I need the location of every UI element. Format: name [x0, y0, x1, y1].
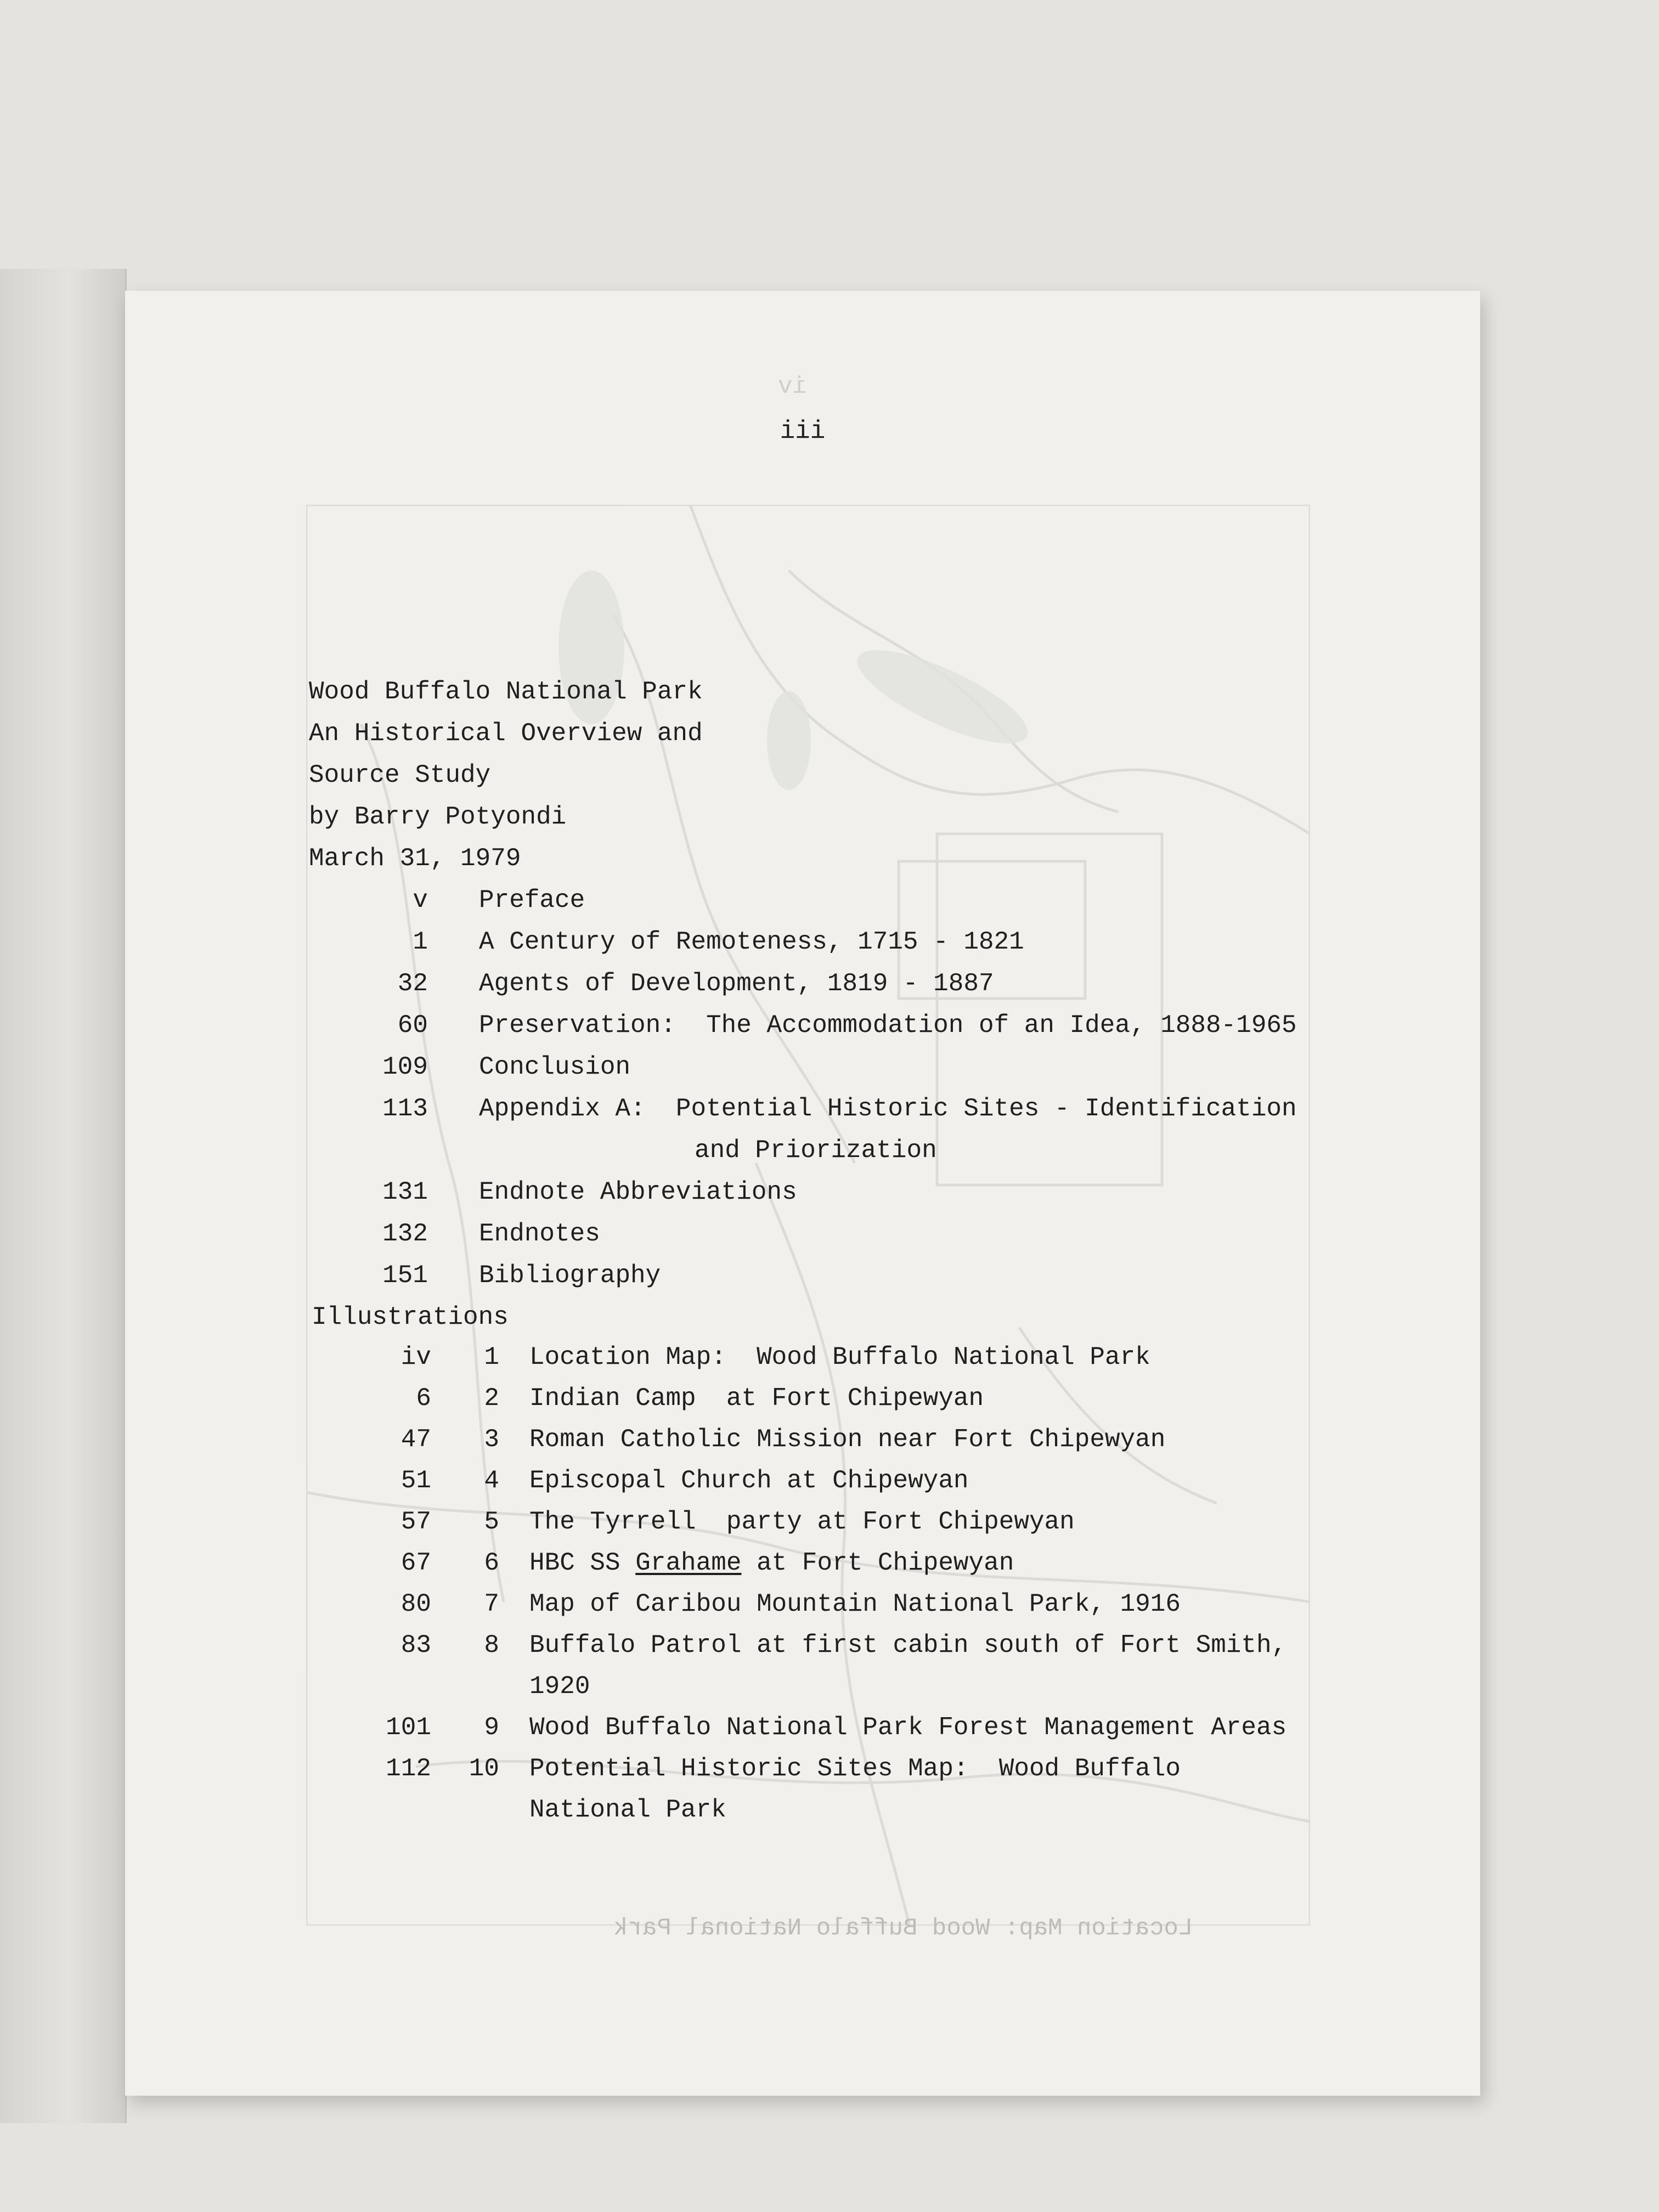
- illustration-title: Roman Catholic Mission near Fort Chipewyan: [529, 1425, 1166, 1454]
- illustration-title: Indian Camp at Fort Chipewyan: [529, 1384, 984, 1413]
- contents-title: Bibliography: [479, 1261, 661, 1290]
- contents-page: 132: [382, 1220, 428, 1248]
- illustration-title-continued: National Park: [529, 1796, 726, 1824]
- title-line-3: Source Study: [309, 761, 491, 789]
- illustration-title: Wood Buffalo National Park Forest Management Areas: [529, 1713, 1287, 1742]
- contents-title: Preface: [479, 886, 585, 915]
- contents-page: 1: [413, 928, 428, 956]
- ship-name-underlined: Grahame: [635, 1549, 742, 1577]
- illustration-page: 6: [416, 1384, 431, 1413]
- contents-page: 151: [382, 1261, 428, 1290]
- show-through-caption: Location Map: Wood Buffalo National Park: [613, 1915, 1193, 1942]
- show-through-map: [306, 505, 1310, 1926]
- illustration-title: Potential Historic Sites Map: Wood Buffalo: [529, 1754, 1181, 1783]
- illustration-number: 3: [484, 1425, 499, 1454]
- contents-title: Preservation: The Accommodation of an Idea, 1888-1965: [479, 1011, 1297, 1040]
- illustration-number: 10: [469, 1754, 499, 1783]
- illustration-page: 80: [400, 1590, 431, 1618]
- illustration-number: 8: [484, 1631, 499, 1660]
- illustration-number: 9: [484, 1713, 499, 1742]
- contents-title: Conclusion: [479, 1053, 631, 1081]
- illustration-title: [529, 1549, 1014, 1577]
- illustration-page: 47: [400, 1425, 431, 1454]
- illustration-title: Location Map: Wood Buffalo National Park: [529, 1343, 1150, 1372]
- illustration-page: 83: [400, 1631, 431, 1660]
- illustration-page: 57: [400, 1508, 431, 1536]
- illustration-number: 7: [484, 1590, 499, 1618]
- illustration-title-continued: 1920: [529, 1672, 590, 1701]
- contents-page: 131: [382, 1178, 428, 1206]
- illustration-title: Map of Caribou Mountain National Park, 1916: [529, 1590, 1181, 1618]
- illustration-number: 6: [484, 1549, 499, 1577]
- title-line-1: Wood Buffalo National Park: [309, 678, 703, 706]
- contents-title: Appendix A: Potential Historic Sites - Identification: [479, 1094, 1297, 1123]
- contents-page: v: [413, 886, 428, 915]
- illustration-title-part: HBC SS: [529, 1549, 636, 1577]
- illustration-page: 67: [400, 1549, 431, 1577]
- contents-title: Endnotes: [479, 1220, 600, 1248]
- contents-title: A Century of Remoteness, 1715 - 1821: [479, 928, 1024, 956]
- contents-title: Endnote Abbreviations: [479, 1178, 797, 1206]
- illustration-title: Buffalo Patrol at first cabin south of Fort Smith,: [529, 1631, 1287, 1660]
- facing-page-edge: [0, 269, 127, 2123]
- author-line: by Barry Potyondi: [309, 803, 567, 831]
- illustration-number: 5: [484, 1508, 499, 1536]
- contents-title-continued: and Priorization: [695, 1136, 937, 1165]
- contents-page: 60: [397, 1011, 428, 1040]
- illustration-page: 51: [400, 1466, 431, 1495]
- illustration-number: 2: [484, 1384, 499, 1413]
- illustration-title-part: at Fort Chipewyan: [741, 1549, 1014, 1577]
- contents-page: 113: [382, 1094, 428, 1123]
- title-line-2: An Historical Overview and: [309, 719, 703, 748]
- illustration-title: Episcopal Church at Chipewyan: [529, 1466, 969, 1495]
- document-page: [125, 291, 1480, 2096]
- illustration-title: The Tyrrell party at Fort Chipewyan: [529, 1508, 1075, 1536]
- show-through-page-number: iv: [778, 373, 807, 400]
- date-line: March 31, 1979: [309, 844, 521, 873]
- page-number: iii: [780, 417, 826, 445]
- illustrations-heading: Illustrations: [312, 1303, 509, 1331]
- illustration-page: 101: [386, 1713, 431, 1742]
- illustration-page: 112: [386, 1754, 431, 1783]
- contents-page: 109: [382, 1053, 428, 1081]
- contents-title: Agents of Development, 1819 - 1887: [479, 969, 994, 998]
- illustration-number: 1: [484, 1343, 499, 1372]
- illustration-page: iv: [400, 1343, 431, 1372]
- contents-page: 32: [397, 969, 428, 998]
- illustration-number: 4: [484, 1466, 499, 1495]
